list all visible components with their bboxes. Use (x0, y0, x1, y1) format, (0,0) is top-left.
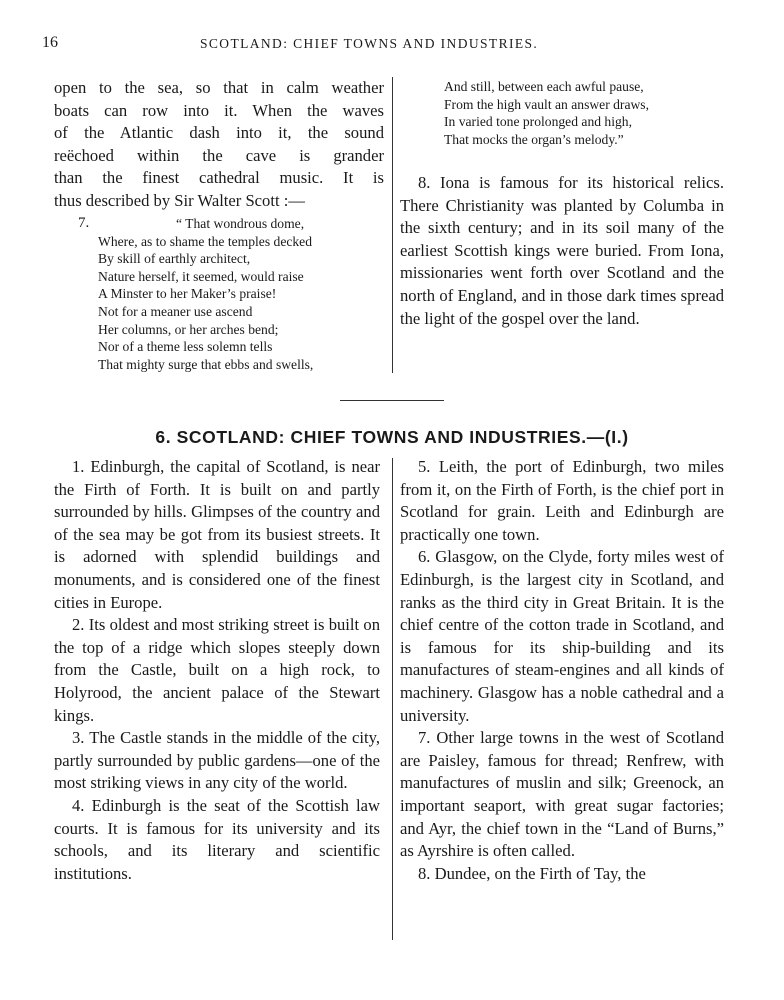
section-heading: 6. SCOTLAND: CHIEF TOWNS AND INDUSTRIES.—(I.) (155, 427, 629, 447)
paragraph-west-towns: 7. Other large towns in the west of Scotland are Paisley, famous for thread; Renfrew, with manufactures of muslin and silk; Greenock, an important seaport, with great sugar factories; and Ayr, the chief town in the “Land of Burns,” as Ayrshire is often called. (400, 728, 724, 861)
text-line: open to the sea, so that in calm weather (54, 78, 384, 97)
cave-paragraph (54, 77, 384, 213)
page-header (0, 34, 784, 58)
text-line: thus described by Sir Walter Scott :— (54, 190, 305, 210)
text-line: than the finest cathedral music. It is (54, 168, 384, 188)
poem-line: “ That wondrous dome, (176, 216, 305, 231)
paragraph-glasgow: 6. Glasgow, on the Clyde, forty miles west of Edinburgh, is the largest city in Scotland, and ranks as the third city in Great Britain. It is the chief centre of the cotton trade in Scotland, and is famous for its ship-building and its manufactures of steam-engines and all kinds of machinery. Glasgow has a noble cathedral and a university. (400, 547, 724, 725)
section-title (0, 427, 784, 448)
poem-number: 7. (78, 215, 90, 231)
section-separator (340, 400, 444, 401)
bottom-right-column (400, 456, 724, 885)
running-title: SCOTLAND: CHIEF TOWNS AND INDUSTRIES. (200, 36, 539, 51)
poem-line: Nature herself, it seemed, would raise (98, 268, 304, 284)
poem-line: And still, between each awful pause, (444, 79, 644, 94)
poem-line: In varied tone prolonged and high, (444, 114, 632, 130)
poem-line: That mocks the organ’s melody.” (444, 131, 624, 147)
paragraph-castle: 3. The Castle stands in the middle of the city, partly surrounded by public gardens—one of the most striking views in any city of the world. (54, 728, 380, 793)
top-left-column (54, 77, 384, 213)
paragraph-leith: 5. Leith, the port of Edinburgh, two miles from it, on the Firth of Forth, is the chief port in Scotland for grain. Leith and Edinburgh are practically one town. (400, 457, 724, 544)
text-line: boats can row into it. When the waves (54, 100, 384, 120)
poem-line: By skill of earthly architect, (98, 251, 251, 267)
poem-line: Nor of a theme less solemn tells (98, 339, 273, 355)
paragraph-law-courts: 4. Edinburgh is the seat of the Scottish law courts. It is famous for its university and its schools, and its literary and scientific institutions. (54, 795, 380, 883)
iona-paragraph: 8. Iona is famous for its historical relics. There Christianity was planted by Columba in the sixth century; and in its soil many of the earliest Scottish kings were buried. From Iona, missionaries went forth over Scotland and the north of England, and in those dark times spread the light of the gospel over the land. (400, 173, 724, 328)
paragraph-dundee: 8. Dundee, on the Firth of Tay, the (418, 863, 646, 883)
poem-line: From the high vault an answer draws, (444, 96, 649, 112)
text-line: reëchoed within the cave is grander (54, 145, 384, 165)
bottom-left-column (54, 456, 380, 885)
poem-line: Her columns, or her arches bend; (98, 321, 279, 337)
scott-poem-continued (444, 78, 744, 148)
poem-line: That mighty surge that ebbs and swells, (98, 356, 314, 372)
poem-line: Not for a meaner use ascend (98, 303, 253, 319)
top-right-column (400, 172, 724, 330)
poem-line: Where, as to shame the temples decked (98, 233, 313, 249)
text-line: of the Atlantic dash into it, the sound (54, 123, 384, 143)
page-number: 16 (42, 34, 58, 51)
column-divider-top (392, 77, 393, 373)
column-divider-bottom (392, 458, 393, 940)
paragraph-edinburgh: 1. Edinburgh, the capital of Scotland, is near the Firth of Forth. It is built on and partly surrounded by hills. Glimpses of the country and of the sea may be got from its busiest streets. It is adorned with splendid buildings and monuments, and is considered one of the finest cities in Europe. (54, 457, 380, 612)
paragraph-street: 2. Its oldest and most striking street is built on the top of a ridge which slopes steeply down from the Castle, built on a high rock, to Holyrood, the ancient palace of the Stewart kings. (54, 615, 380, 725)
poem-line: A Minster to her Maker’s praise! (98, 286, 277, 302)
